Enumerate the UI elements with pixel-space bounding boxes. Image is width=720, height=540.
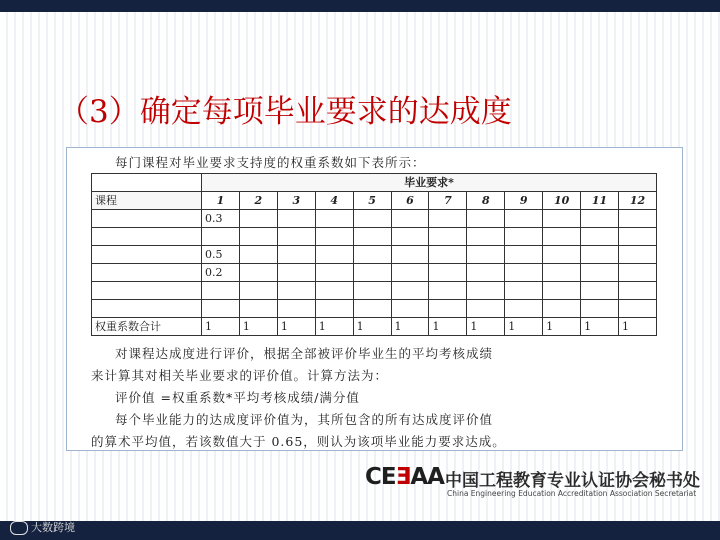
body-line-2: 来计算其对相关毕业要求的评价值。计算方法为： <box>91 368 389 383</box>
grad-requirement-header: 毕业要求* <box>202 174 657 192</box>
sum-value: 1 <box>543 318 581 336</box>
weight-cell: 0.5 <box>202 246 240 264</box>
column-header: 8 <box>467 192 505 210</box>
table-row <box>92 246 657 264</box>
table-row <box>92 264 657 282</box>
sum-value: 1 <box>239 318 277 336</box>
body-line-4: 的算术平均值，若该数值大于 0.65，则认为该项毕业能力要求达成。 <box>91 434 506 449</box>
watermark <box>10 519 75 535</box>
document-image <box>66 147 683 451</box>
sum-value: 1 <box>429 318 467 336</box>
column-header: 3 <box>277 192 315 210</box>
course-cell <box>92 246 202 264</box>
sum-value: 1 <box>505 318 543 336</box>
column-header: 2 <box>239 192 277 210</box>
sum-value: 1 <box>202 318 240 336</box>
column-header: 6 <box>391 192 429 210</box>
course-cell <box>92 210 202 228</box>
bottom-bar <box>0 521 720 540</box>
sum-value: 1 <box>353 318 391 336</box>
course-cell <box>92 282 202 300</box>
column-header: 11 <box>581 192 619 210</box>
column-header: 4 <box>315 192 353 210</box>
body-line-3: 每个毕业能力的达成度评价值为，其所包含的所有达成度评价值 <box>115 412 494 427</box>
course-cell <box>92 300 202 318</box>
formula-line: 评价值 =权重系数*平均考核成绩/满分值 <box>115 390 360 405</box>
table-row <box>92 228 657 246</box>
watermark-icon <box>10 521 28 535</box>
column-header: 7 <box>429 192 467 210</box>
weight-cell <box>202 228 240 246</box>
top-bar <box>0 0 720 12</box>
logo-name-cn: 中国工程教育专业认证协会秘书处 <box>445 471 700 491</box>
slide-title: （3）确定每项毕业要求的达成度 <box>58 94 512 130</box>
table-row <box>92 282 657 300</box>
table-corner-cell <box>92 174 202 192</box>
weight-cell: 0.2 <box>202 264 240 282</box>
weight-cell <box>202 300 240 318</box>
sum-value: 1 <box>581 318 619 336</box>
table-header-row <box>92 174 657 192</box>
table-row <box>92 300 657 318</box>
sum-value: 1 <box>467 318 505 336</box>
weight-cell <box>202 282 240 300</box>
body-line-1: 对课程达成度进行评价，根据全部被评价毕业生的平均考核成绩 <box>115 346 494 361</box>
sum-value: 1 <box>315 318 353 336</box>
logo-name-en: China Engineering Education Accreditation Association Secretariat <box>447 489 697 498</box>
course-cell <box>92 228 202 246</box>
sum-value: 1 <box>391 318 429 336</box>
logo-mark: CEƎAA <box>365 464 444 490</box>
course-cell <box>92 264 202 282</box>
intro-text: 每门课程对毕业要求支持度的权重系数如下表所示： <box>115 155 426 170</box>
column-header: 12 <box>618 192 656 210</box>
column-header: 10 <box>543 192 581 210</box>
table-row <box>92 210 657 228</box>
sum-value: 1 <box>277 318 315 336</box>
weights-table <box>91 173 657 336</box>
sum-value: 1 <box>618 318 656 336</box>
course-header: 课程 <box>92 192 202 210</box>
weight-cell: 0.3 <box>202 210 240 228</box>
column-header: 5 <box>353 192 391 210</box>
table-column-row <box>92 192 657 210</box>
column-header: 1 <box>202 192 240 210</box>
watermark-text: 大数跨境 <box>31 521 75 534</box>
table-sum-row <box>92 318 657 336</box>
column-header: 9 <box>505 192 543 210</box>
sum-label: 权重系数合计 <box>92 318 202 336</box>
